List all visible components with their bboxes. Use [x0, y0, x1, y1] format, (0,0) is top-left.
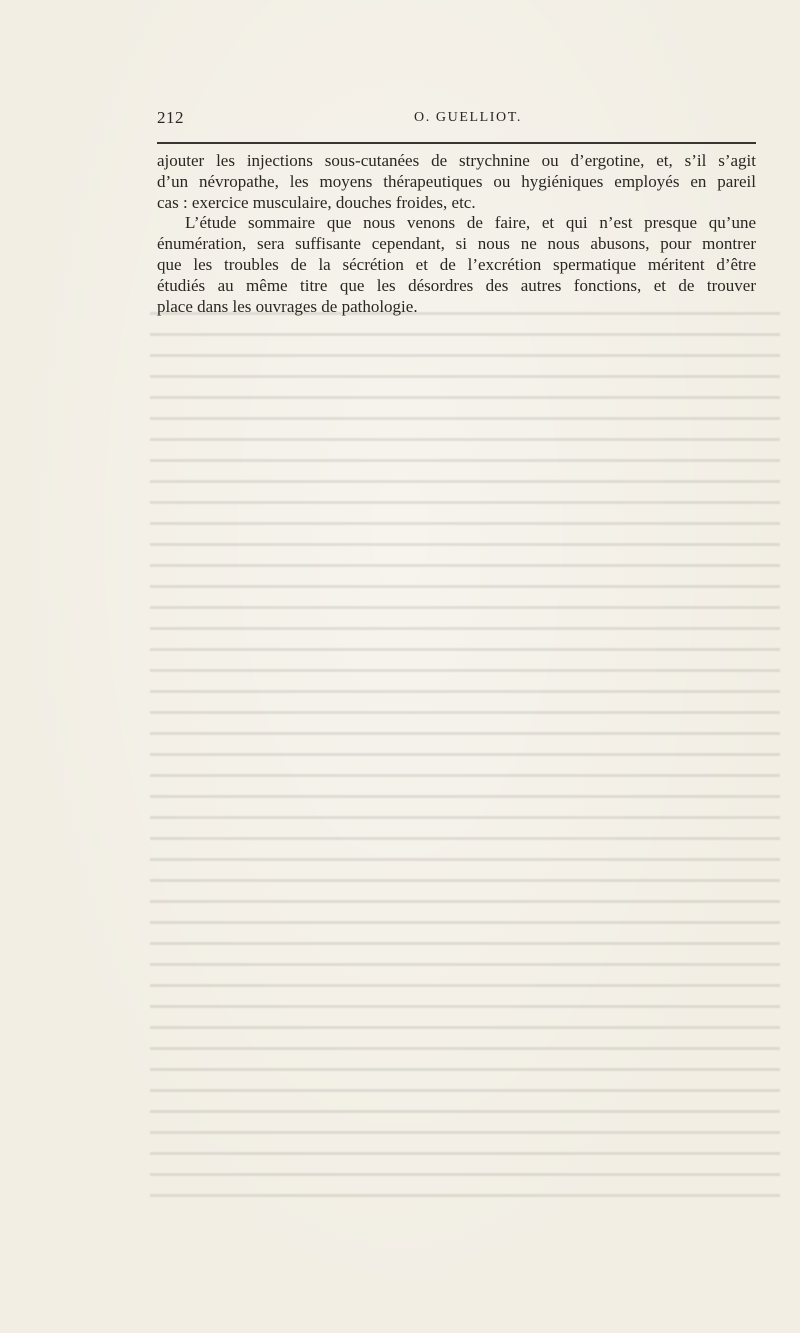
paragraph-2-line-1: L’étude sommaire que nous venons de faire, et qui n’est presque qu’une — [185, 213, 756, 233]
page-number: 212 — [157, 108, 184, 127]
paragraph-2-line-4: étudiés au même titre que les désordres des autres fonctions, et de trouver — [157, 275, 756, 295]
paragraph-2-line-5: place dans les ouvrages de pathologie. — [157, 296, 418, 316]
paragraph-2 — [157, 213, 756, 317]
running-head: O. GUELLIOT. — [414, 110, 522, 125]
paragraph-1-line-2: d’un névropathe, les moyens thérapeutiques ou hygiéniques employés en pareil — [157, 171, 756, 191]
paragraph-2-line-2: énumération, sera suffisante cependant, si nous ne nous abusons, pour montrer — [157, 234, 756, 254]
reverse-side-show-through — [150, 300, 780, 1200]
paragraph-2-line-3: que les troubles de la sécrétion et de l’excrétion spermatique méritent d’être — [157, 254, 756, 274]
paragraph-1 — [157, 151, 756, 213]
header-rule — [157, 142, 756, 144]
paragraph-1-line-3: cas : exercice musculaire, douches froides, etc. — [157, 192, 476, 212]
body-text — [157, 151, 756, 317]
paragraph-1-line-1: ajouter les injections sous-cutanées de strychnine ou d’ergotine, et, s’il s’agit — [157, 151, 756, 170]
page-header — [157, 108, 757, 134]
